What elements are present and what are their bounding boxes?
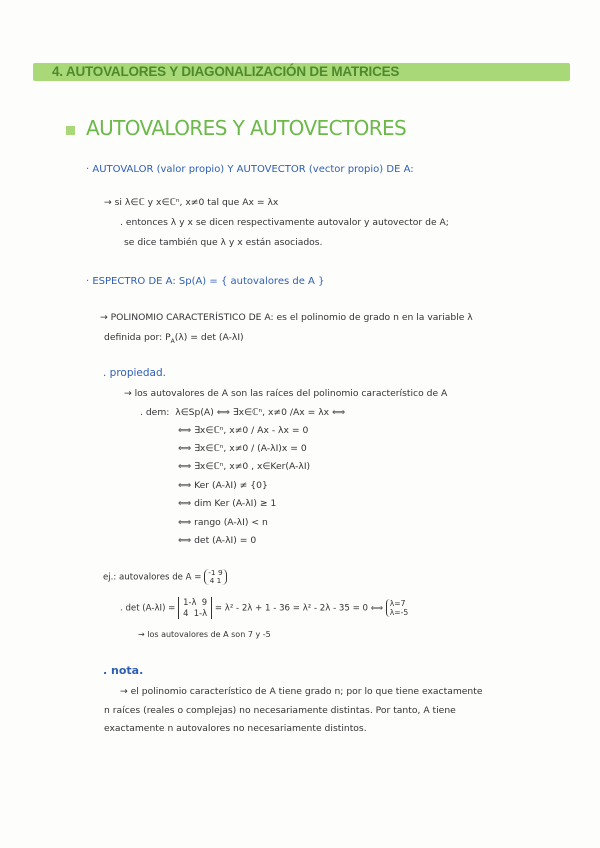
demonstration-step: ⟺ det (A-λI) = 0 <box>178 535 257 546</box>
definition-line-2: . entonces λ y x se dicen respectivamente autovalor y autovector de A; <box>120 217 449 228</box>
property-heading: . propiedad. <box>103 367 166 379</box>
demonstration-first-line: . dem: λ∈Sp(A) ⟺ ∃x∈ℂⁿ, x≠0 /Ax = λx ⟺ <box>140 407 346 418</box>
demonstration-step: ⟺ ∃x∈ℂⁿ, x≠0 / Ax - λx = 0 <box>178 425 309 436</box>
property-line-1: → los autovalores de A son las raíces del polinomio característico de A <box>124 388 448 399</box>
demonstration-step: ⟺ ∃x∈ℂⁿ, x≠0 , x∈Ker(A-λI) <box>178 461 311 472</box>
example-conclusion: → los autovalores de A son 7 y -5 <box>138 630 271 639</box>
determinant-computation: . det (A-λI) = 1-λ 9 4 1-λ = λ² - 2λ + 1 - 36 = λ² - 2λ - 35 = 0 ⟺ λ=7 λ=-5 <box>120 597 409 618</box>
roots-brace: λ=7 λ=-5 <box>386 599 408 617</box>
definition-line-1: → si λ∈ℂ y x∈ℂⁿ, x≠0 tal que Ax = λx <box>104 197 279 208</box>
demonstration-step: ⟺ rango (A-λI) < n <box>178 517 268 528</box>
demonstration-step: ⟺ dim Ker (A-λI) ≥ 1 <box>178 498 277 509</box>
determinant-matrix: 1-λ 9 4 1-λ <box>178 597 212 619</box>
spectrum-heading: · ESPECTRO DE A: Sp(A) = { autovalores de A } <box>86 276 325 287</box>
section-title: AUTOVALORES Y AUTOVECTORES <box>86 116 407 140</box>
definition-heading: · AUTOVALOR (valor propio) Y AUTOVECTOR (vector propio) DE A: <box>86 164 414 175</box>
polynomial-line-2: definida por: $P_A(\lambda) = \det (A-\lambda I)$ <box>104 332 244 345</box>
demonstration-step: ⟺ ∃x∈ℂⁿ, x≠0 / (A-λI)x = 0 <box>178 443 307 454</box>
note-heading: . nota. <box>103 664 144 677</box>
polynomial-line-1: → POLINOMIO CARACTERÍSTICO DE A: es el polinomio de grado n en la variable λ <box>100 312 473 323</box>
note-line-1: → el polinomio característico de A tiene grado n; por lo que tiene exactamente <box>120 686 483 697</box>
note-line-3: exactamente n autovalores no necesariamente distintos. <box>104 723 367 734</box>
definition-line-3: se dice también que λ y x están asociados. <box>124 237 323 248</box>
chapter-title: 4. AUTOVALORES Y DIAGONALIZACIÓN DE MATRICES <box>52 64 400 79</box>
note-line-2: n raíces (reales o complejas) no necesariamente distintas. Por tanto, A tiene <box>104 705 456 716</box>
example-label: ej.: autovalores de A = -1 9 4 1 <box>103 569 227 585</box>
demonstration-step: ⟺ Ker (A-λI) ≠ {0} <box>178 480 268 491</box>
section-bullet-icon <box>66 126 75 135</box>
example-matrix: -1 9 4 1 <box>204 569 226 585</box>
